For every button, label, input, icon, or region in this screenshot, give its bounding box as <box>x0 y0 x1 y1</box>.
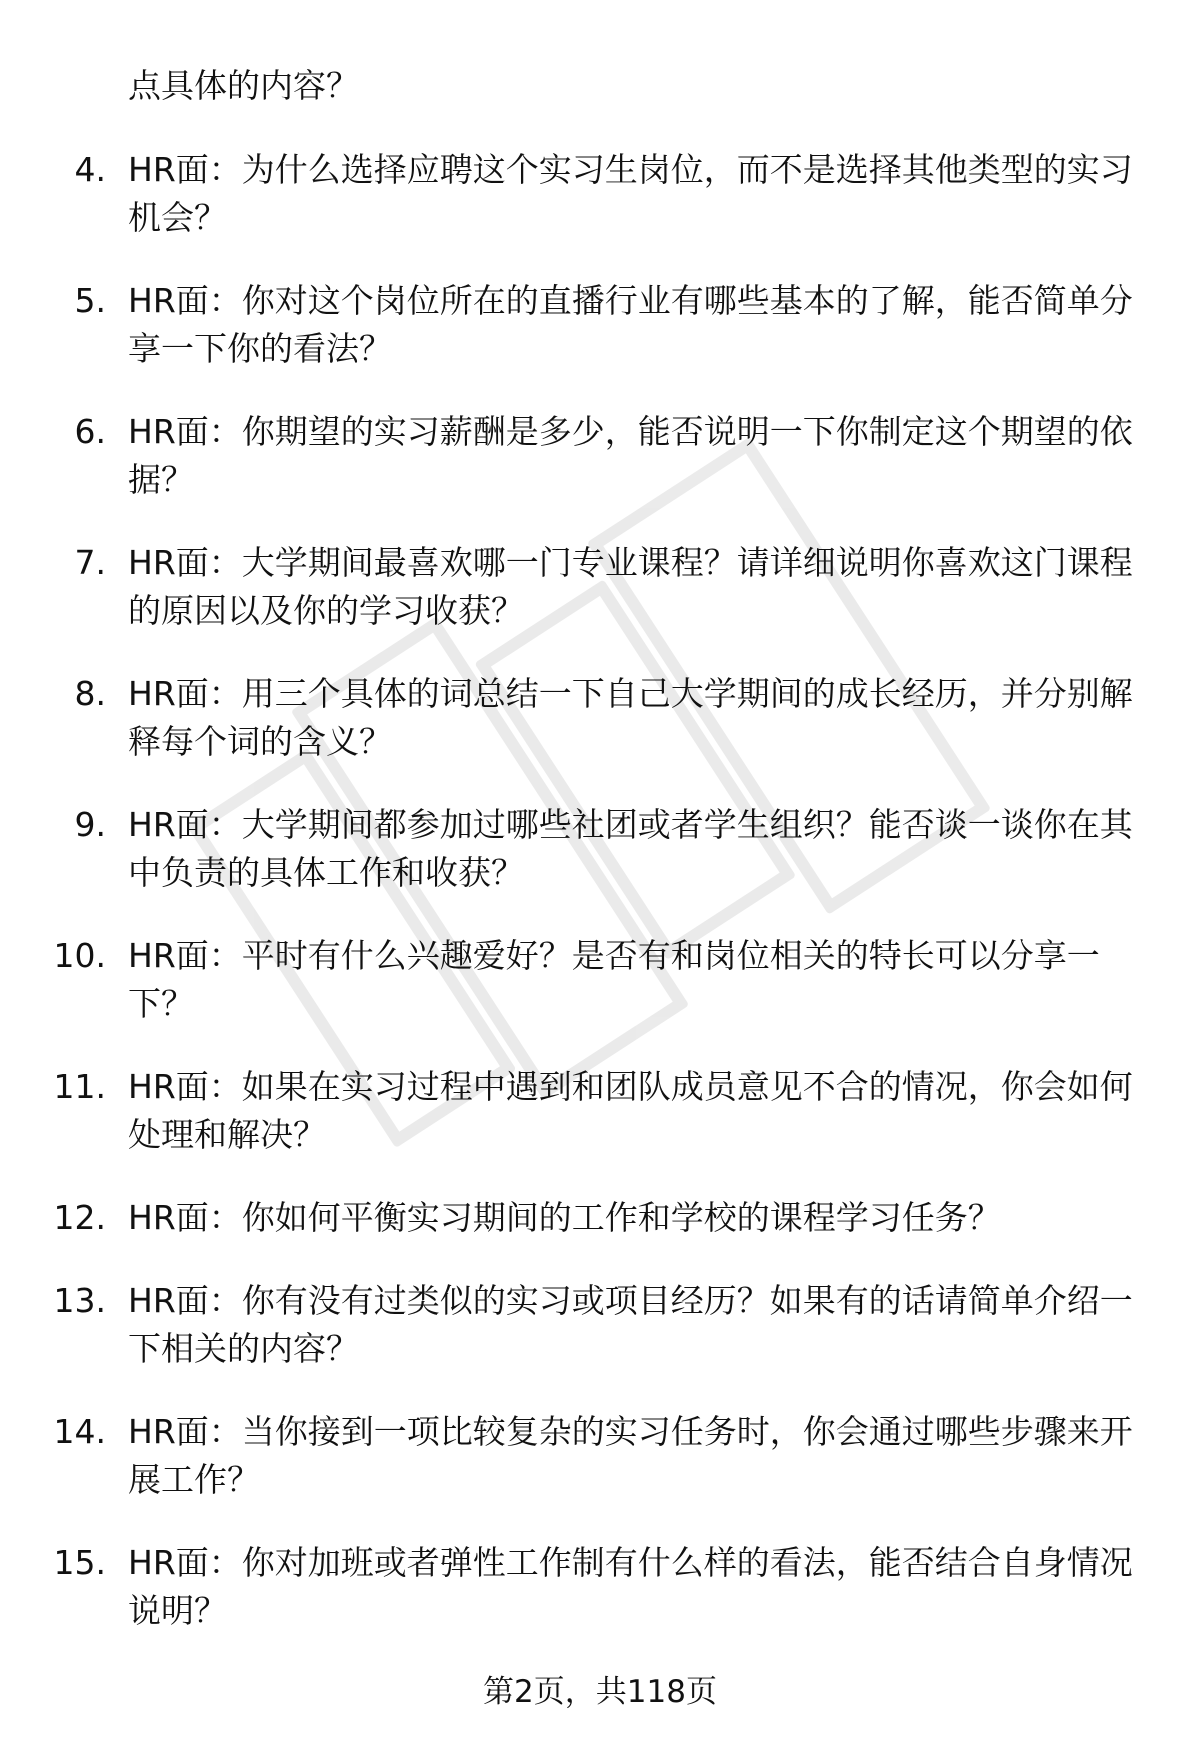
question-number: 8. <box>74 674 106 713</box>
question-number: 13. <box>53 1281 106 1320</box>
page-footer: 第2页，共118页 <box>483 1674 717 1710</box>
question-item-14 <box>0 1408 1200 1504</box>
question-number: 11. <box>53 1067 106 1106</box>
question-text: HR面：当你接到一项比较复杂的实习任务时，你会通过哪些步骤来开展工作？ <box>128 1412 1133 1499</box>
question-text: HR面：你对加班或者弹性工作制有什么样的看法，能否结合自身情况说明？ <box>128 1543 1133 1630</box>
question-item-13 <box>0 1277 1200 1373</box>
question-item-5 <box>0 277 1200 373</box>
question-text: HR面：如果在实习过程中遇到和团队成员意见不合的情况，你会如何处理和解决？ <box>128 1067 1133 1154</box>
question-number: 7. <box>74 543 106 582</box>
question-text: HR面：为什么选择应聘这个实习生岗位，而不是选择其他类型的实习机会？ <box>128 150 1133 237</box>
question-item-7 <box>0 539 1200 635</box>
question-number: 10. <box>53 936 106 975</box>
question-item-10 <box>0 932 1200 1028</box>
question-number: 4. <box>74 150 106 189</box>
question-number: 14. <box>53 1412 106 1451</box>
question-number: 6. <box>74 412 106 451</box>
question-text: HR面：大学期间最喜欢哪一门专业课程？请详细说明你喜欢这门课程的原因以及你的学习收获？ <box>128 543 1133 630</box>
question-item-8 <box>0 670 1200 766</box>
question-item-15 <box>0 1539 1200 1635</box>
question-item-4 <box>0 146 1200 242</box>
question-item-12 <box>0 1194 1200 1242</box>
question-number: 15. <box>53 1543 106 1582</box>
question-item-9 <box>0 801 1200 897</box>
question-text: HR面：大学期间都参加过哪些社团或者学生组织？能否谈一谈你在其中负责的具体工作和收获？ <box>128 805 1133 892</box>
question-item-11 <box>0 1063 1200 1159</box>
question-text: HR面：你期望的实习薪酬是多少，能否说明一下你制定这个期望的依据？ <box>128 412 1133 499</box>
question-text: HR面：你有没有过类似的实习或项目经历？如果有的话请简单介绍一下相关的内容？ <box>128 1281 1133 1368</box>
question-item-6 <box>0 408 1200 504</box>
question-list <box>0 146 1200 1670</box>
question-text: HR面：你对这个岗位所在的直播行业有哪些基本的了解，能否简单分享一下你的看法？ <box>128 281 1133 368</box>
question-number: 5. <box>74 281 106 320</box>
question-number: 9. <box>74 805 106 844</box>
question-text: HR面：用三个具体的词总结一下自己大学期间的成长经历，并分别解释每个词的含义？ <box>128 674 1133 761</box>
question-number: 12. <box>53 1198 106 1237</box>
question-text: HR面：平时有什么兴趣爱好？是否有和岗位相关的特长可以分享一下？ <box>128 936 1100 1023</box>
continuation-text: 点具体的内容？ <box>128 66 359 105</box>
question-text: HR面：你如何平衡实习期间的工作和学校的课程学习任务？ <box>128 1198 1001 1237</box>
